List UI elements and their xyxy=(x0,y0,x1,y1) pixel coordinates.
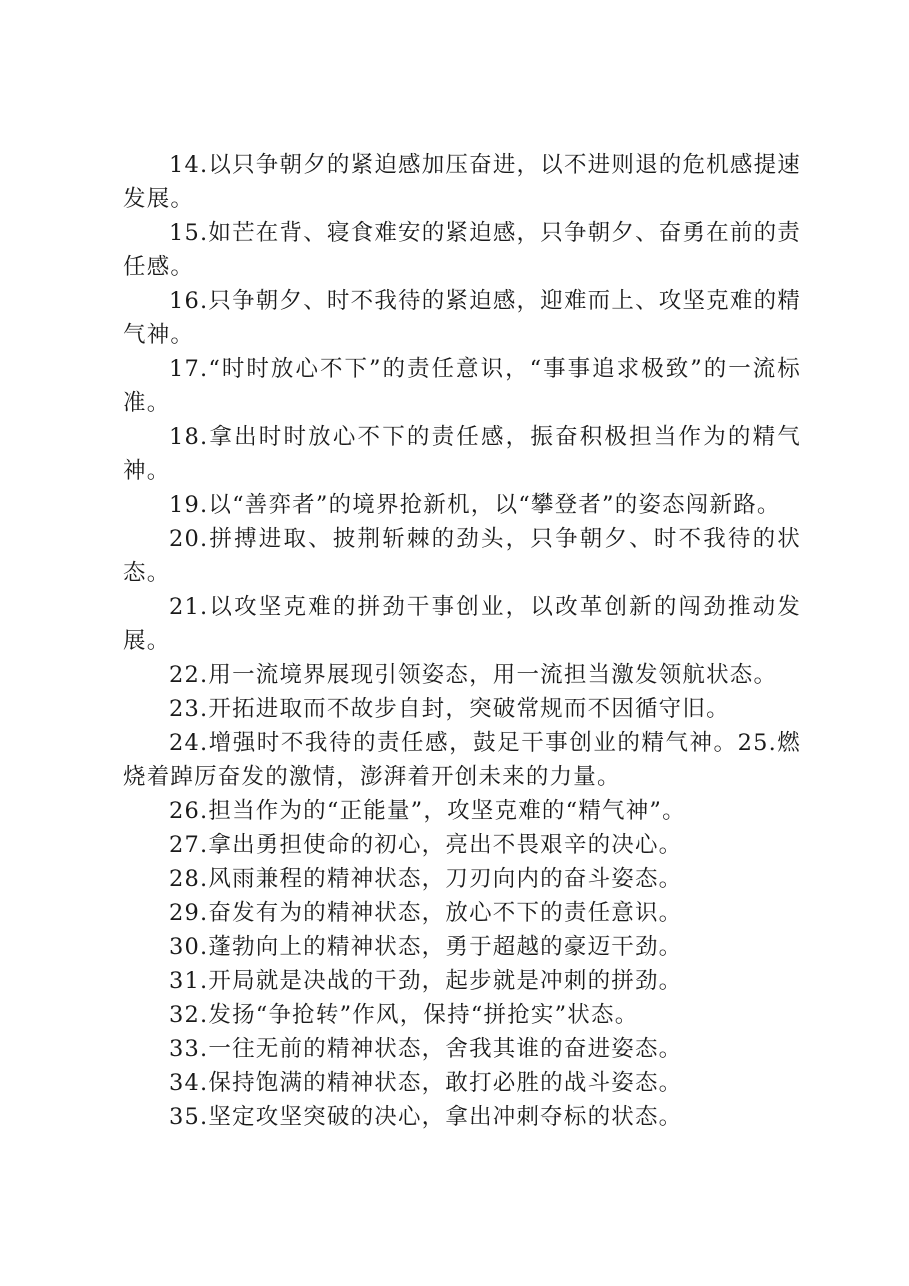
list-item: 34.保持饱满的精神状态，敢打必胜的战斗姿态。 xyxy=(169,1070,683,1096)
list-item: 19.以“善弈者”的境界抢新机，以“攀登者”的姿态闯新路。 xyxy=(169,492,781,518)
list-item: 23.开拓进取而不故步自封，突破常规而不因循守旧。 xyxy=(169,696,730,722)
list-item: 17.“时时放心不下”的责任意识，“事事追求极致”的一流标准。 xyxy=(123,356,801,416)
list-item: 16.只争朝夕、时不我待的紧迫感，迎难而上、攻坚克难的精气神。 xyxy=(123,288,801,348)
list-item: 15.如芒在背、寝食难安的紧迫感，只争朝夕、奋勇在前的责任感。 xyxy=(123,220,801,280)
list-item: 35.坚定攻坚突破的决心，拿出冲刺夺标的状态。 xyxy=(169,1104,683,1130)
list-item: 33.一往无前的精神状态，舍我其谁的奋进姿态。 xyxy=(169,1036,683,1062)
list-item: 27.拿出勇担使命的初心，亮出不畏艰辛的决心。 xyxy=(169,832,683,858)
list-item: 24.增强时不我待的责任感，鼓足干事创业的精气神。25.燃烧着踔厉奋发的激情，澎湃着开创未来的力量。 xyxy=(123,730,801,790)
list-item: 18.拿出时时放心不下的责任感，振奋积极担当作为的精气神。 xyxy=(123,424,801,484)
list-item: 32.发扬“争抢转”作风，保持“拼抢实”状态。 xyxy=(169,1002,639,1028)
list-item: 26.担当作为的“正能量”，攻坚克难的“精气神”。 xyxy=(169,798,686,824)
list-item: 31.开局就是决战的干劲，起步就是冲刺的拼劲。 xyxy=(169,968,683,994)
list-item: 22.用一流境界展现引领姿态，用一流担当激发领航状态。 xyxy=(169,662,778,688)
document-body xyxy=(123,148,801,1134)
list-item: 14.以只争朝夕的紧迫感加压奋进，以不进则退的危机感提速发展。 xyxy=(123,152,801,212)
list-item: 20.拼搏进取、披荆斩棘的劲头，只争朝夕、时不我待的状态。 xyxy=(123,526,801,586)
list-item: 29.奋发有为的精神状态，放心不下的责任意识。 xyxy=(169,900,683,926)
list-item: 28.风雨兼程的精神状态，刀刃向内的奋斗姿态。 xyxy=(169,866,683,892)
list-item: 21.以攻坚克难的拼劲干事创业，以改革创新的闯劲推动发展。 xyxy=(123,594,801,654)
list-item: 30.蓬勃向上的精神状态，勇于超越的豪迈干劲。 xyxy=(169,934,683,960)
